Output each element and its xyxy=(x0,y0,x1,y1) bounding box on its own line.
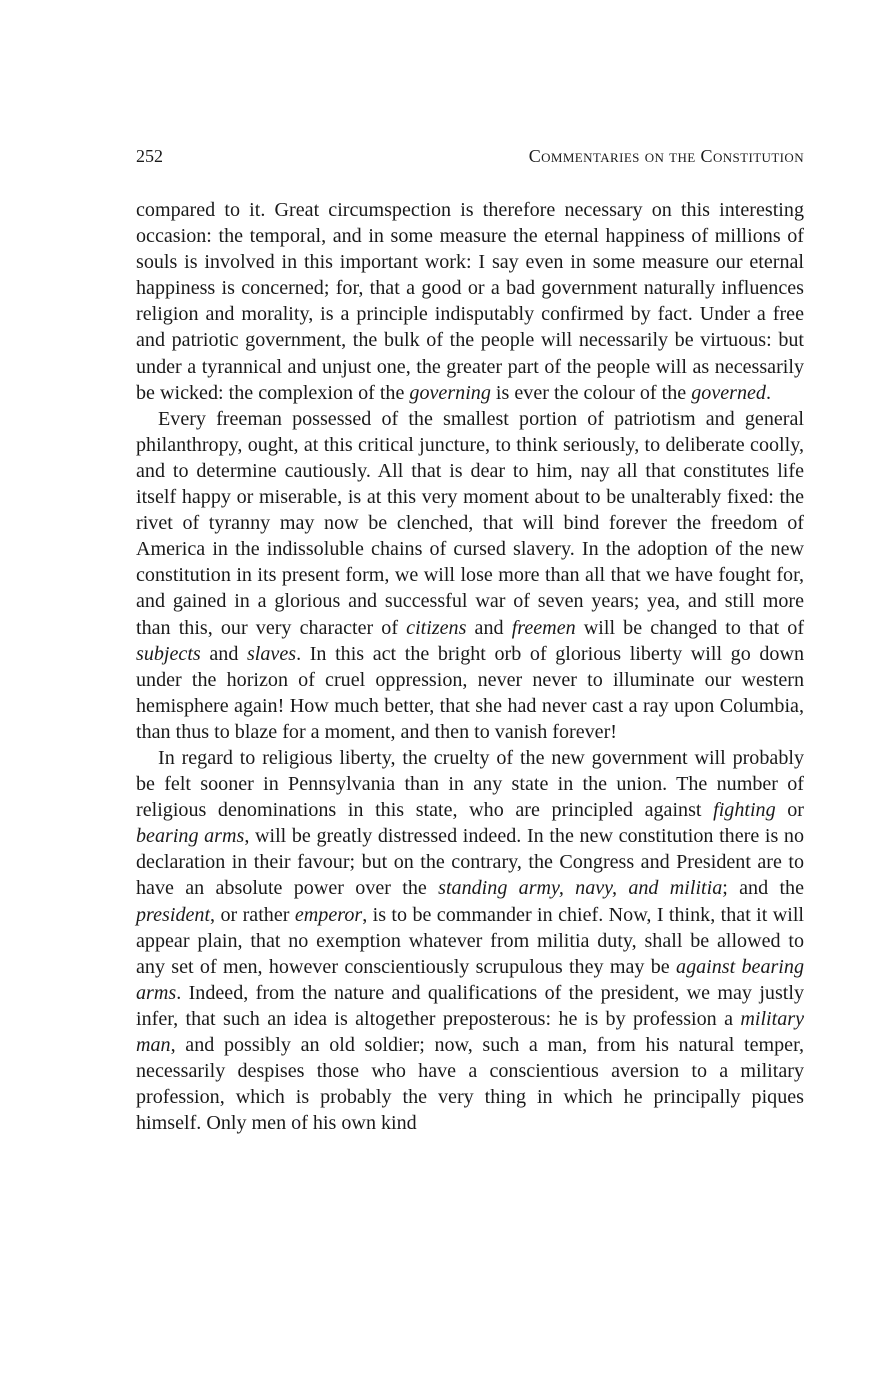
text-run: will be changed to that of xyxy=(575,616,805,639)
text-run: Every freeman possessed of the smallest portion of patriotism and general philanthropy, ought, at this critical juncture, to think seriously, to deliberate coolly, and to determine cautiously. All that is dear to him, nay all that constitutes life itself happy or miserable, is at this very moment about to be unalterably fixed: the rivet of tyranny may now be clenched, that will bind forever the freedom of America in the indissoluble chains of cursed slavery. In the adoption of the new constitution in its present form, we will lose more than all that we have fought for, and gained in a glorious and successful war of seven years; yea, and still more than this, our very character of xyxy=(136,407,804,639)
text-run: compared to it. Great circumspection is therefore necessary on this interesting occasion: the temporal, and in some measure the eternal happiness of millions of souls is involved in this important work: I say even in some measure our eternal happiness is concerned; for, that a good or a bad government naturally influences religion and morality, is a principle indisputably confirmed by fact. Under a free and patriotic government, the bulk of the people will necessarily be virtuous: but under a tyrannical and unjust one, the greater part of the people will as necessarily be wicked: the complexion of the xyxy=(136,199,804,404)
italic-text: subjects xyxy=(136,642,201,665)
italic-text: president xyxy=(136,903,211,926)
paragraph xyxy=(136,745,804,1136)
italic-text: freemen xyxy=(511,616,576,639)
body-text xyxy=(136,197,804,1136)
italic-text: military man xyxy=(136,1007,804,1056)
text-run: , or rather xyxy=(210,903,295,926)
text-run: ; and the xyxy=(722,877,804,900)
italic-text: governing xyxy=(409,381,491,404)
paragraph xyxy=(136,406,804,745)
italic-text: governed xyxy=(691,381,766,404)
italic-text: against bearing arms xyxy=(136,955,804,1004)
running-head: Commentaries on the Constitution xyxy=(528,146,804,166)
text-run: . xyxy=(765,381,772,404)
text-run: , will be greatly distressed indeed. In the new constitution there is no declaration in their favour; but on the contrary, the Congress and President are to have an absolute power over the xyxy=(136,825,805,900)
text-run: . In this act the bright orb of glorious liberty will go down under the horizon of cruel oppression, never never to illuminate our western hemisphere again! How much better, that she had never cast a ray upon Columbia, than thus to blaze for a moment, and then to vanish forever! xyxy=(136,642,804,743)
italic-text: emperor xyxy=(294,903,363,926)
text-run: . Indeed, from the nature and qualifications of the president, we may justly infer, that such an idea is altogether preposterous: he is by profession a xyxy=(136,981,804,1030)
italic-text: citizens xyxy=(406,616,467,639)
page-number: 252 xyxy=(136,146,163,166)
italic-text: slaves xyxy=(246,642,297,665)
text-run: is ever the colour of the xyxy=(490,381,692,404)
text-run: or xyxy=(775,799,805,822)
text-run: , and possibly an old soldier; now, such a man, from his natural temper, necessarily despises those who have a conscientious aversion to a military profession, which is probably the very thing in which he principally piques himself. Only men of his own kind xyxy=(136,1034,804,1135)
text-run: In regard to religious liberty, the cruelty of the new government will probably be felt sooner in Pennsylvania than in any state in the union. The number of religious denominations in this state, who are principled against xyxy=(136,746,804,822)
paragraph xyxy=(136,197,804,406)
text-run: , is to be commander in chief. Now, I think, that it will appear plain, that no exemption whatever from militia duty, shall be allowed to any set of men, however conscientiously scrupulous they may be xyxy=(136,903,805,978)
text-run: and xyxy=(466,616,512,639)
italic-text: standing army, navy, and militia xyxy=(438,877,723,900)
italic-text: fighting xyxy=(713,799,776,822)
text-run: and xyxy=(200,642,247,665)
page-header xyxy=(136,146,804,172)
italic-text: bearing arms xyxy=(136,825,245,848)
